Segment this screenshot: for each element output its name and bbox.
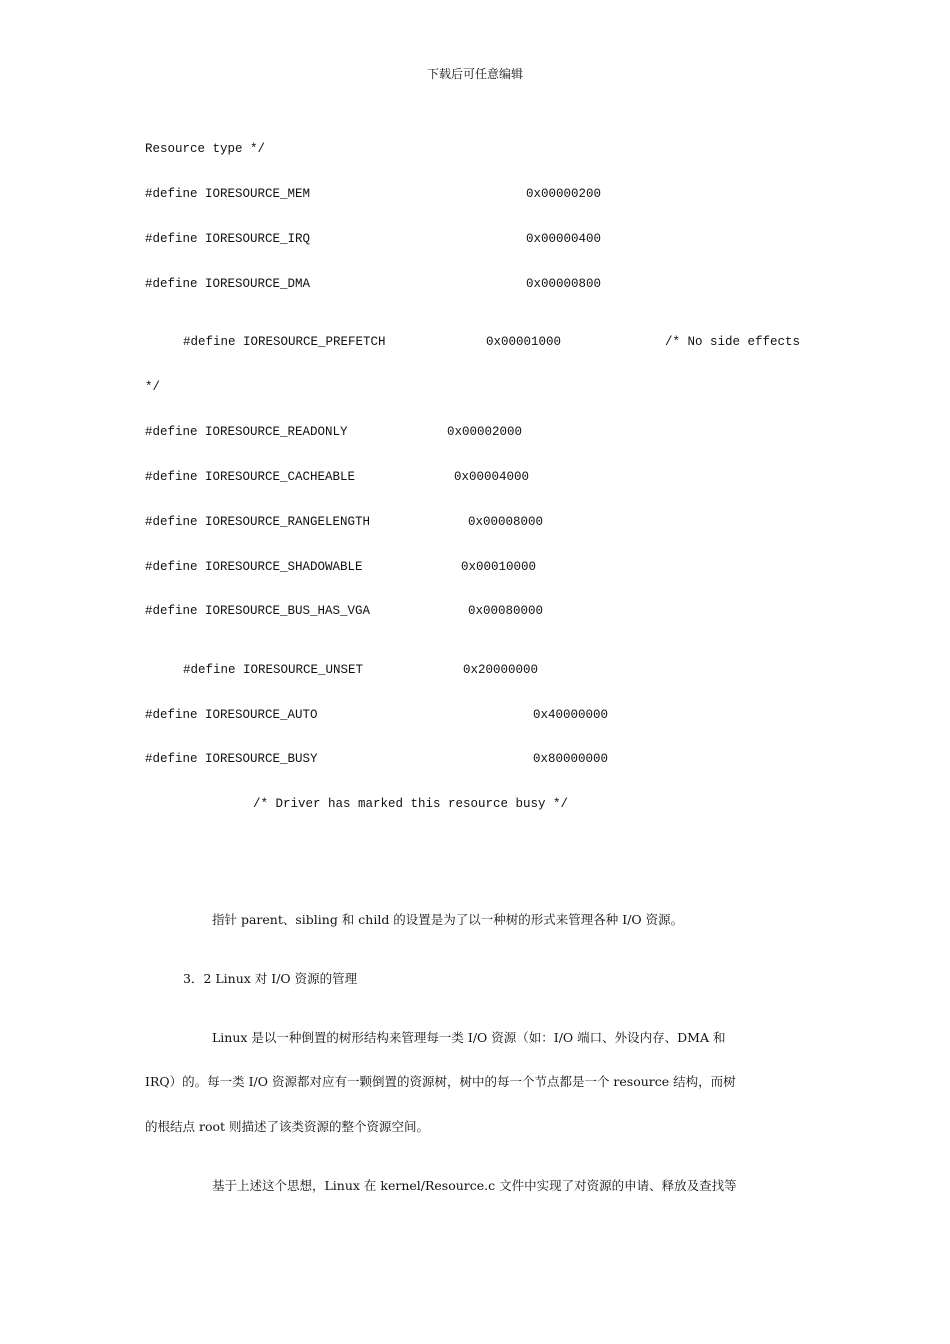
code-define-shadowable: #define IORESOURCE_SHADOWABLE (145, 560, 363, 574)
code-value-auto: 0x40000000 (533, 708, 609, 722)
code-define-rangelength: #define IORESOURCE_RANGELENGTH (145, 515, 371, 529)
paragraph-linux-tree-line2: IRQ）的。每一类 I/O 资源都对应有一颗倒置的资源树，树中的每一个节点都是一个 resource 结构，而树 (145, 1074, 736, 1089)
code-value-readonly: 0x00002000 (447, 425, 523, 439)
code-define-unset: #define IORESOURCE_UNSET (183, 663, 364, 677)
code-comment-no-side-effects: /* No side effects (665, 335, 801, 349)
code-value-prefetch: 0x00001000 (486, 335, 562, 349)
code-value-busy: 0x80000000 (533, 752, 609, 766)
paragraph-kernel-resource-line1: 基于上述这个思想，Linux 在 kernel/Resource.c 文件中实现了对资源的申请、释放及查找等 (212, 1178, 737, 1193)
code-value-mem: 0x00000200 (526, 187, 602, 201)
code-value-rangelength: 0x00008000 (468, 515, 544, 529)
code-define-prefetch: #define IORESOURCE_PREFETCH (183, 335, 386, 349)
code-define-readonly: #define IORESOURCE_READONLY (145, 425, 348, 439)
code-value-unset: 0x20000000 (463, 663, 539, 677)
paragraph-linux-tree-line3: 的根结点 root 则描述了该类资源的整个资源空间。 (145, 1119, 429, 1134)
code-define-busy: #define IORESOURCE_BUSY (145, 752, 318, 766)
code-value-shadowable: 0x00010000 (461, 560, 537, 574)
code-define-mem: #define IORESOURCE_MEM (145, 187, 311, 201)
code-value-dma: 0x00000800 (526, 277, 602, 291)
section-heading: 3．2 Linux 对 I/O 资源的管理 (183, 971, 358, 986)
code-value-bus-has-vga: 0x00080000 (468, 604, 544, 618)
code-value-irq: 0x00000400 (526, 232, 602, 246)
code-comment-close: */ (145, 380, 161, 394)
code-comment-driver-busy: /* Driver has marked this resource busy */ (253, 797, 569, 811)
page-header: 下载后可任意编辑 (426, 67, 523, 81)
code-define-bus-has-vga: #define IORESOURCE_BUS_HAS_VGA (145, 604, 371, 618)
code-line-resource-type: Resource type */ (145, 142, 266, 156)
code-value-cacheable: 0x00004000 (454, 470, 530, 484)
code-define-auto: #define IORESOURCE_AUTO (145, 708, 318, 722)
paragraph-linux-tree-line1: Linux 是以一种倒置的树形结构来管理每一类 I/O 资源（如：I/O 端口、外设内存、DMA 和 (212, 1030, 726, 1045)
code-define-irq: #define IORESOURCE_IRQ (145, 232, 311, 246)
paragraph-pointer-tree: 指针 parent、sibling 和 child 的设置是为了以一种树的形式来管理各种 I/O 资源。 (212, 912, 684, 927)
code-define-dma: #define IORESOURCE_DMA (145, 277, 311, 291)
code-define-cacheable: #define IORESOURCE_CACHEABLE (145, 470, 356, 484)
